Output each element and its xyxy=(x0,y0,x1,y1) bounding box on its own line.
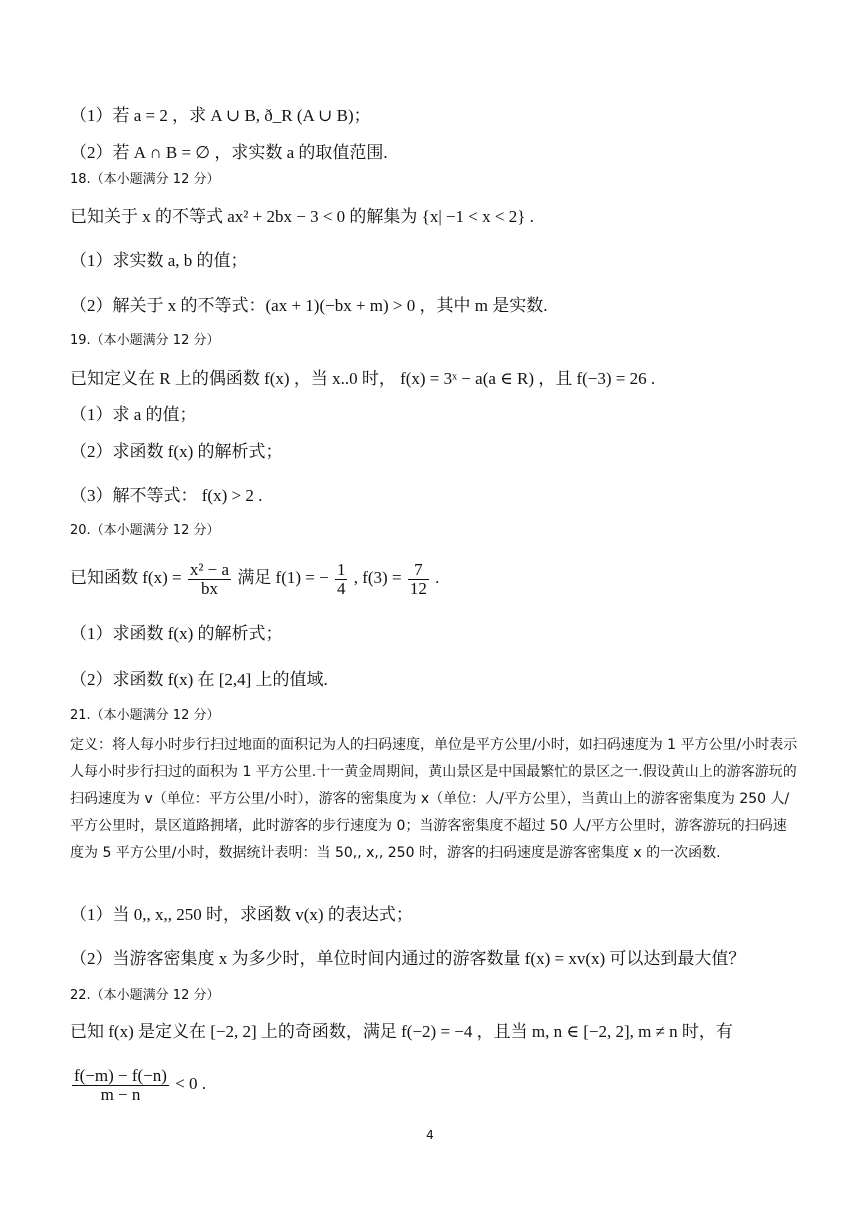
q20-part1: （1）求函数 f(x) 的解析式； xyxy=(70,624,283,643)
q22-heading: 22.（本小题满分 12 分） xyxy=(70,988,220,1003)
q18-part2: （2）解关于 x 的不等式：(ax + 1)(−bx + m) > 0 ，其中 m 是实数. xyxy=(70,296,548,315)
q20-prefix: 已知函数 f(x) = xyxy=(70,568,182,587)
q19-part1: （1）求 a 的值； xyxy=(70,405,197,424)
q20-part2: （2）求函数 f(x) 在 [2,4] 上的值域. xyxy=(70,670,328,689)
q20-fraction-1 xyxy=(188,561,231,598)
page-number: 4 xyxy=(426,1128,434,1142)
fraction-numerator: 7 xyxy=(408,561,429,580)
q19-part2: （2）求函数 f(x) 的解析式； xyxy=(70,442,283,461)
q22-inequality xyxy=(70,1064,800,1104)
q20-mid: 满足 f(1) = − xyxy=(237,568,329,587)
q20-stem xyxy=(70,558,800,598)
q18-stem: 已知关于 x 的不等式 ax² + 2bx − 3 < 0 的解集为 {x| −1 < x < 2} . xyxy=(70,207,534,226)
fraction-denominator: bx xyxy=(200,578,218,598)
q20-suffix: . xyxy=(435,568,440,587)
q17-part2: （2）若 A ∩ B = ∅ ，求实数 a 的取值范围. xyxy=(70,143,388,162)
fraction-numerator: f(−m) − f(−n) xyxy=(74,1065,167,1085)
q21-part1: （1）当 0,, x,, 250 时，求函数 v(x) 的表达式； xyxy=(70,905,413,924)
q22-fraction xyxy=(72,1067,169,1104)
q20-fraction-3 xyxy=(408,561,429,598)
q18-heading: 18.（本小题满分 12 分） xyxy=(70,172,220,187)
q20-mid2: , f(3) = xyxy=(353,568,402,587)
fraction-numerator: 1 xyxy=(336,559,346,579)
q19-heading: 19.（本小题满分 12 分） xyxy=(70,333,220,348)
q20-fraction-2 xyxy=(335,561,348,598)
q19-part3: （3）解不等式： f(x) > 2 . xyxy=(70,486,263,505)
q22-stem: 已知 f(x) 是定义在 [−2, 2] 上的奇函数，满足 f(−2) = −4 ，且当 m, n ∈ [−2, 2], m ≠ n 时，有 xyxy=(70,1022,733,1041)
fraction-denominator: 12 xyxy=(409,578,427,598)
q22-suffix: < 0 . xyxy=(175,1074,207,1093)
q18-part1: （1）求实数 a, b 的值； xyxy=(70,251,248,270)
q21-paragraph: 定义：将人每小时步行扫过地面的面积记为人的扫码速度，单位是平方公里/小时，如扫码速度为 1 平方公里/小时表示人每小时步行扫过的面积为 1 平方公里.十一黄金周期间，黄山景区是中国最繁忙的景区之一.假设黄山上的游客游玩的扫码速度为 v（单位：平方公里/小时），游客的密集度为 x（单位：人/平方公里），当黄山上的游客密集度为 250 人/平方公里时，景区道路拥堵，此时游客的步行速度为 0；当游客密集度不超过 50 人/平方公里时，游客游玩的扫码速度为 5 平方公里/小时，数据统计表明：当 50,, x,, 250 时，游客的扫码速度是游客密集度 x 的一次函数. xyxy=(70,737,798,861)
q19-stem: 已知定义在 R 上的偶函数 f(x) ，当 x..0 时， f(x) = 3ˣ − a(a ∈ R) ，且 f(−3) = 26 . xyxy=(70,369,656,388)
q17-part1: （1）若 a = 2 ，求 A ∪ B, ð_R (A ∪ B)； xyxy=(70,106,371,125)
q20-heading: 20.（本小题满分 12 分） xyxy=(70,523,220,538)
fraction-denominator: 4 xyxy=(336,578,346,598)
q21-heading: 21.（本小题满分 12 分） xyxy=(70,708,220,723)
fraction-numerator: x² − a xyxy=(189,559,230,579)
fraction-denominator: m − n xyxy=(100,1084,141,1104)
q21-part2: （2）当游客密集度 x 为多少时，单位时间内通过的游客数量 f(x) = xv(x) 可以达到最大值？ xyxy=(70,949,746,968)
